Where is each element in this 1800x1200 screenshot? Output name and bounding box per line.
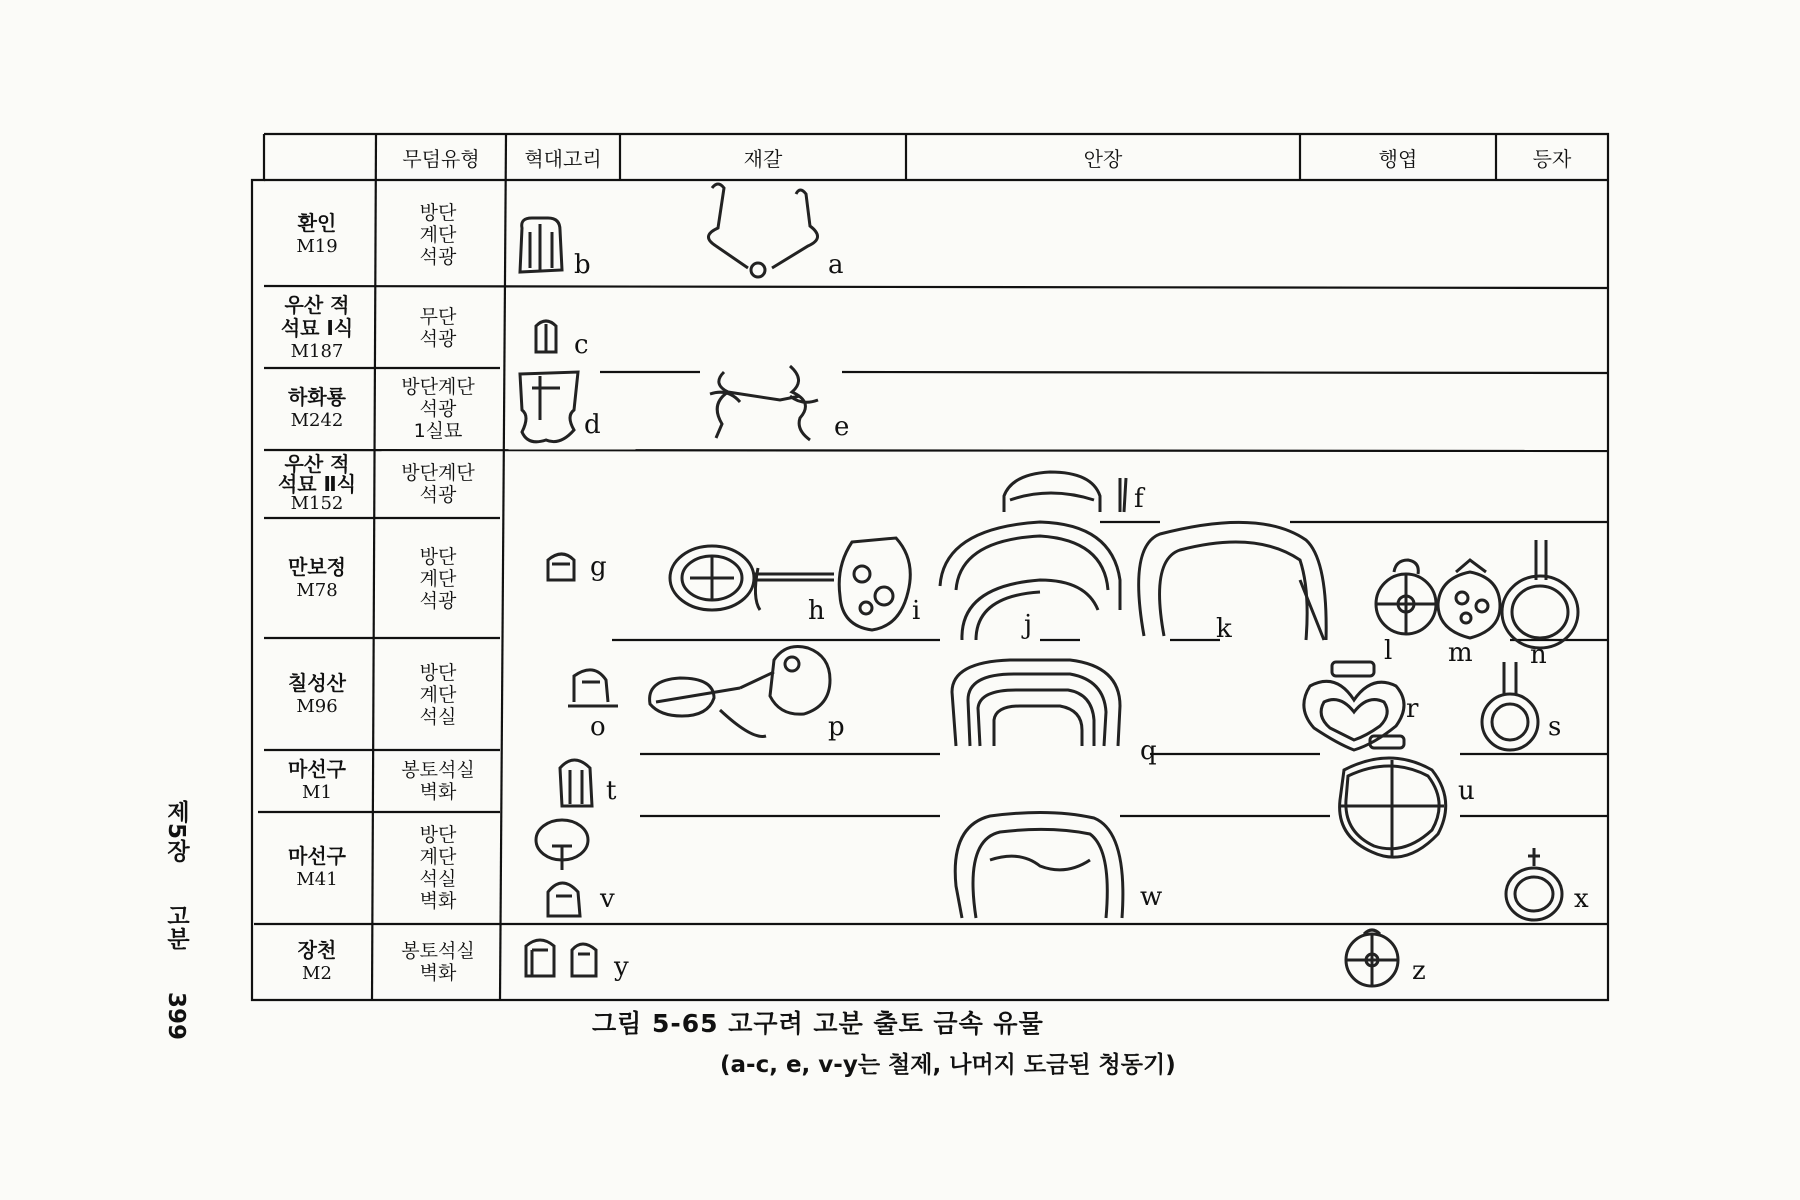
tomb-type-cell [376, 522, 500, 636]
belt-buckle-o-icon [568, 670, 618, 706]
tomb-type-line: 석광 [419, 246, 457, 268]
horse-bit-a-icon [708, 184, 817, 277]
label-y: y [614, 952, 629, 982]
tomb-type-line: 계단 [419, 684, 457, 706]
bit-plate-i-icon [839, 538, 910, 630]
belt-buckle-c-icon [536, 321, 556, 352]
label-k: k [1216, 614, 1232, 644]
tomb-type-line: 벽화 [419, 890, 457, 912]
saddle-k-icon [1139, 522, 1327, 640]
tomb-type-cell [376, 926, 500, 998]
header-belt-buckle: 혁대고리 [524, 146, 602, 171]
header-site [264, 136, 376, 178]
header-pendant: 행엽 [1378, 146, 1418, 171]
site-code: M187 [290, 340, 344, 362]
tomb-type-line: 방단 [419, 202, 457, 224]
tomb-type-line: 벽화 [419, 962, 457, 984]
site-name: 칠성산 [288, 671, 346, 695]
pendant-l-icon [1376, 560, 1436, 634]
header-saddle: 안장 [1083, 146, 1123, 171]
label-a: a [828, 250, 844, 280]
tomb-type-line: 석광 [419, 398, 457, 420]
tomb-type-line: 계단 [419, 568, 457, 590]
label-b: b [574, 250, 591, 280]
tomb-type-line: 방단 [419, 546, 457, 568]
site-code: M19 [296, 236, 338, 257]
tomb-type-line: 석실 [419, 868, 457, 890]
belt-buckle-g-icon [548, 554, 574, 580]
site-name: 마선구 [288, 844, 346, 868]
tomb-type-line: 석광 [419, 484, 457, 506]
horse-bit-p-icon [650, 647, 830, 737]
tomb-type-line: 석실 [419, 706, 457, 728]
tomb-type-cell [376, 752, 500, 810]
figure-caption-note: (a-c, e, v-y는 철제, 나머지 도금된 청동기) [720, 1052, 1176, 1078]
label-f: f [1134, 484, 1144, 514]
label-l: l [1384, 636, 1393, 666]
page-margin [160, 800, 193, 1074]
site-code: M96 [296, 696, 338, 717]
chapter-label: 제5장 [163, 800, 189, 863]
site-name: 만보정 [288, 555, 346, 579]
pendant-u-icon [1340, 736, 1446, 857]
stirrup-n-icon [1502, 540, 1578, 648]
label-d: d [584, 410, 601, 440]
label-g: g [590, 552, 607, 582]
label-e: e [834, 412, 850, 442]
label-r: r [1406, 694, 1419, 724]
tomb-type-line: 무단 [419, 306, 457, 328]
site-cell [262, 290, 372, 366]
tomb-type-line: 방단 [419, 662, 457, 684]
site-name: 하화룡 [288, 385, 346, 409]
label-w: w [1140, 882, 1163, 912]
label-p: p [828, 712, 845, 742]
saddle-q-icon [952, 660, 1120, 746]
tomb-type-line: 석광 [419, 590, 457, 612]
header-tomb-type: 무덤유형 [402, 146, 480, 171]
label-u: u [1458, 776, 1475, 806]
site-code: M78 [296, 580, 338, 601]
belt-buckle-y-icon [526, 940, 596, 976]
belt-buckle-t-icon [560, 760, 592, 806]
label-i: i [912, 596, 921, 626]
label-t: t [606, 776, 617, 806]
site-cell [262, 370, 372, 448]
site-name: 우산 적 석묘 Ⅱ식 [277, 452, 357, 496]
tomb-type-cell [376, 290, 500, 366]
label-o: o [590, 712, 606, 742]
label-m: m [1448, 638, 1473, 668]
saddle-f-icon [1004, 472, 1126, 512]
label-z: z [1412, 956, 1426, 986]
belt-buckle-b-icon [520, 218, 562, 272]
header-stirrup: 등자 [1532, 146, 1572, 171]
site-code: M242 [290, 410, 344, 431]
site-code: M41 [296, 869, 338, 890]
site-code: M152 [290, 493, 344, 514]
stirrup-s-icon [1482, 662, 1538, 750]
belt-buckle-v-top-icon [536, 820, 588, 870]
horse-bit-e-icon [710, 366, 818, 440]
tomb-type-line: 방단계단 [401, 376, 475, 398]
label-x: x [1574, 884, 1589, 914]
label-q: q [1140, 736, 1157, 766]
site-name: 장천 [297, 938, 337, 962]
stirrup-x-icon [1506, 848, 1562, 920]
label-h: h [808, 596, 825, 626]
label-s: s [1548, 712, 1562, 742]
header-bit: 재갈 [743, 146, 783, 171]
site-name: 우산 적 석묘 Ⅰ식 [280, 292, 354, 340]
label-v: v [600, 884, 615, 914]
site-cell [262, 814, 372, 922]
pendant-m-icon [1438, 560, 1500, 638]
tomb-type-line: 봉토석실 [401, 759, 475, 781]
site-cell [262, 522, 372, 636]
pendant-z-icon [1346, 930, 1398, 986]
belt-buckle-d-icon [520, 372, 578, 442]
site-cell [262, 190, 372, 280]
site-cell [262, 752, 372, 810]
tomb-type-line: 봉토석실 [401, 940, 475, 962]
saddle-w-icon [955, 812, 1123, 918]
tomb-type-line: 방단계단 [401, 462, 475, 484]
tomb-type-cell [376, 190, 500, 280]
tomb-type-cell [376, 452, 500, 516]
site-cell [262, 926, 372, 998]
tomb-type-line: 벽화 [419, 781, 457, 803]
tomb-type-line: 1실묘 [413, 420, 463, 442]
figure-caption: 그림 5-65 고구려 고분 출토 금속 유물 [592, 1009, 1044, 1038]
tomb-type-line: 석광 [419, 328, 457, 350]
belt-buckle-v-icon [548, 883, 580, 916]
tomb-type-line: 방단 [419, 824, 457, 846]
section-label: 고분 [163, 904, 189, 951]
tomb-type-line: 계단 [419, 224, 457, 246]
site-cell [262, 450, 372, 518]
tomb-type-cell [376, 642, 500, 748]
label-n: n [1530, 640, 1547, 670]
site-name: 환인 [297, 211, 337, 235]
page-number: 399 [163, 992, 189, 1041]
tomb-type-line: 계단 [419, 846, 457, 868]
label-c: c [574, 330, 589, 360]
site-cell [262, 642, 372, 748]
site-code: M2 [302, 963, 332, 984]
site-code: M1 [302, 782, 332, 803]
site-name: 마선구 [288, 757, 346, 781]
label-j: j [1024, 610, 1033, 640]
tomb-type-cell [376, 370, 500, 448]
tomb-type-cell [376, 814, 500, 922]
